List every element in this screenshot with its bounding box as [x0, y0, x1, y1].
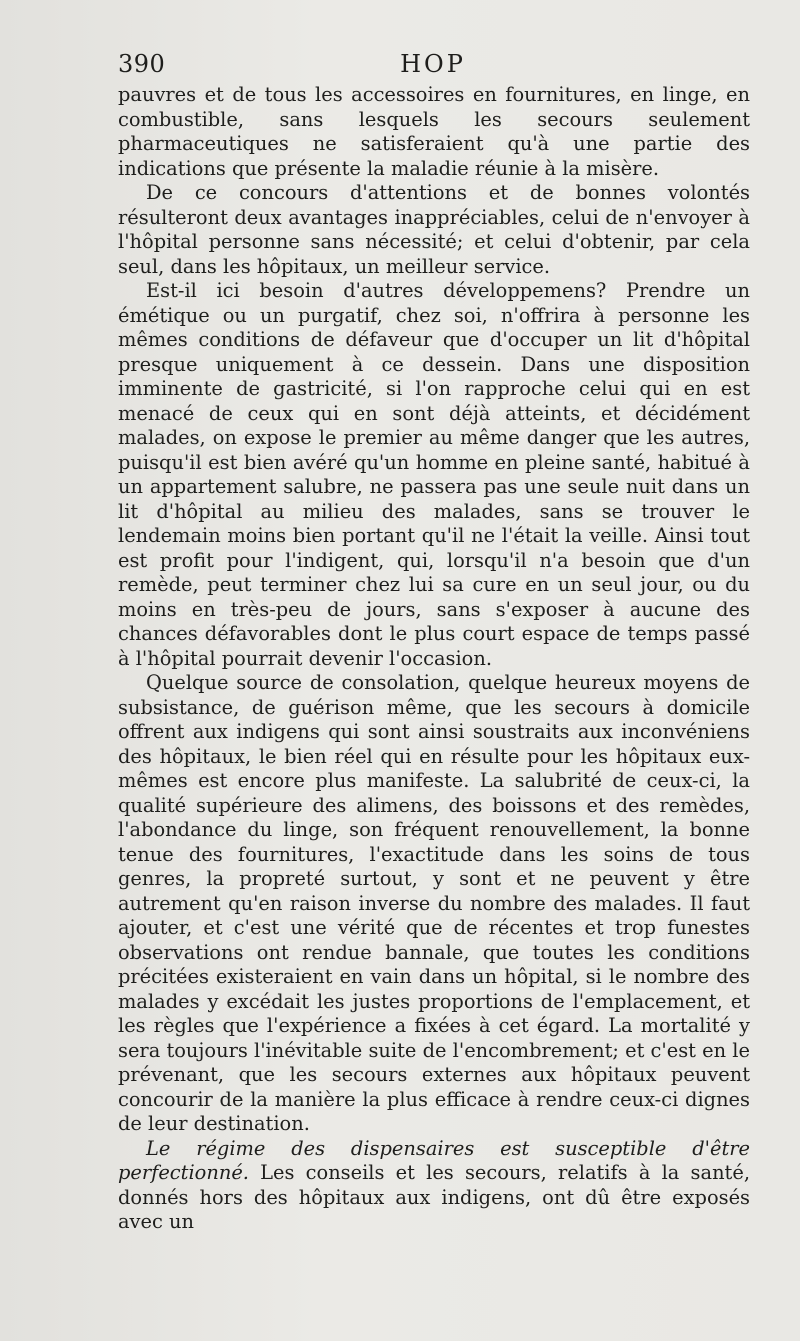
body-text: [118, 83, 750, 1235]
running-head: [118, 50, 748, 82]
paragraph-continuation: pauvres et de tous les accessoires en fournitures, en linge, en combustible, sans lesquels les secours seulement pharmaceutiques ne satisferaient qu'à une partie des indications que présente la maladie réunie à la misère.: [118, 83, 750, 180]
paragraph-advantages: De ce concours d'attentions et de bonnes volontés résulteront deux avantages inappréciables, celui de n'envoyer à l'hôpital personne sans nécessité; et celui d'obtenir, par cela seul, dans les hôpitaux, un meilleur service.: [118, 181, 750, 278]
italic-lead-phrase: Le régime des dispensaires est susceptible d'être perfectionné.: [118, 1136, 750, 1184]
running-title: HOP: [400, 50, 466, 78]
page-number: 390: [118, 50, 166, 78]
paragraph-developments: Est-il ici besoin d'autres développemens? Prendre un émétique ou un purgatif, chez soi, n'offrira à personne les mêmes conditions de défaveur que d'occuper un lit d'hôpital presque uniquement à ce dessein. Dans une disposition imminente de gastricité, si l'on rapproche celui qui en est menacé de ceux qui en sont déjà atteints, et décidément malades, on expose le premier au même danger que les autres, puisqu'il est bien avéré qu'un homme en pleine santé, habitué à un appartement salubre, ne passera pas une seule nuit dans un lit d'hôpital au milieu des malades, sans se trouver le lendemain moins bien portant qu'il ne l'était la veille. Ainsi tout est profit pour l'indigent, qui, lorsqu'il n'a besoin que d'un remède, peut terminer chez lui sa cure en un seul jour, ou du moins en très-peu de jours, sans s'exposer à aucune des chances défavorables dont le plus court espace de temps passé à l'hôpital pourrait devenir l'occasion.: [118, 279, 750, 670]
paragraph-dispensaries-text: Les conseils et les secours, relatifs à la santé, donnés hors des hôpitaux aux indigens, ont dû être exposés avec un: [118, 1161, 750, 1233]
paragraph-consolation: Quelque source de consolation, quelque heureux moyens de subsistance, de guérison même, que les secours à domicile offrent aux indigens qui sont ainsi soustraits aux inconvéniens des hôpitaux, le bien réel qui en résulte pour les hôpitaux eux-mêmes est encore plus manifeste. La salubrité de ceux-ci, la qualité supérieure des alimens, des boissons et des remèdes, l'abondance du linge, son fréquent renouvellement, la bonne tenue des fournitures, l'exactitude dans les soins de tous genres, la propreté surtout, y sont et ne peuvent y être autrement qu'en raison inverse du nombre des malades. Il faut ajouter, et c'est une vérité que de récentes et trop funestes observations ont rendue bannale, que toutes les conditions précitées existeraient en vain dans un hôpital, si le nombre des malades y excédait les justes proportions de l'emplacement, et les règles que l'expérience a fixées à cet égard. La mortalité y sera toujours l'inévitable suite de l'encombrement; et c'est en le prévenant, que les secours externes aux hôpitaux peuvent concourir de la manière la plus efficace à rendre ceux-ci dignes de leur destination.: [118, 671, 750, 1135]
paragraph-dispensaries: [118, 1137, 750, 1235]
